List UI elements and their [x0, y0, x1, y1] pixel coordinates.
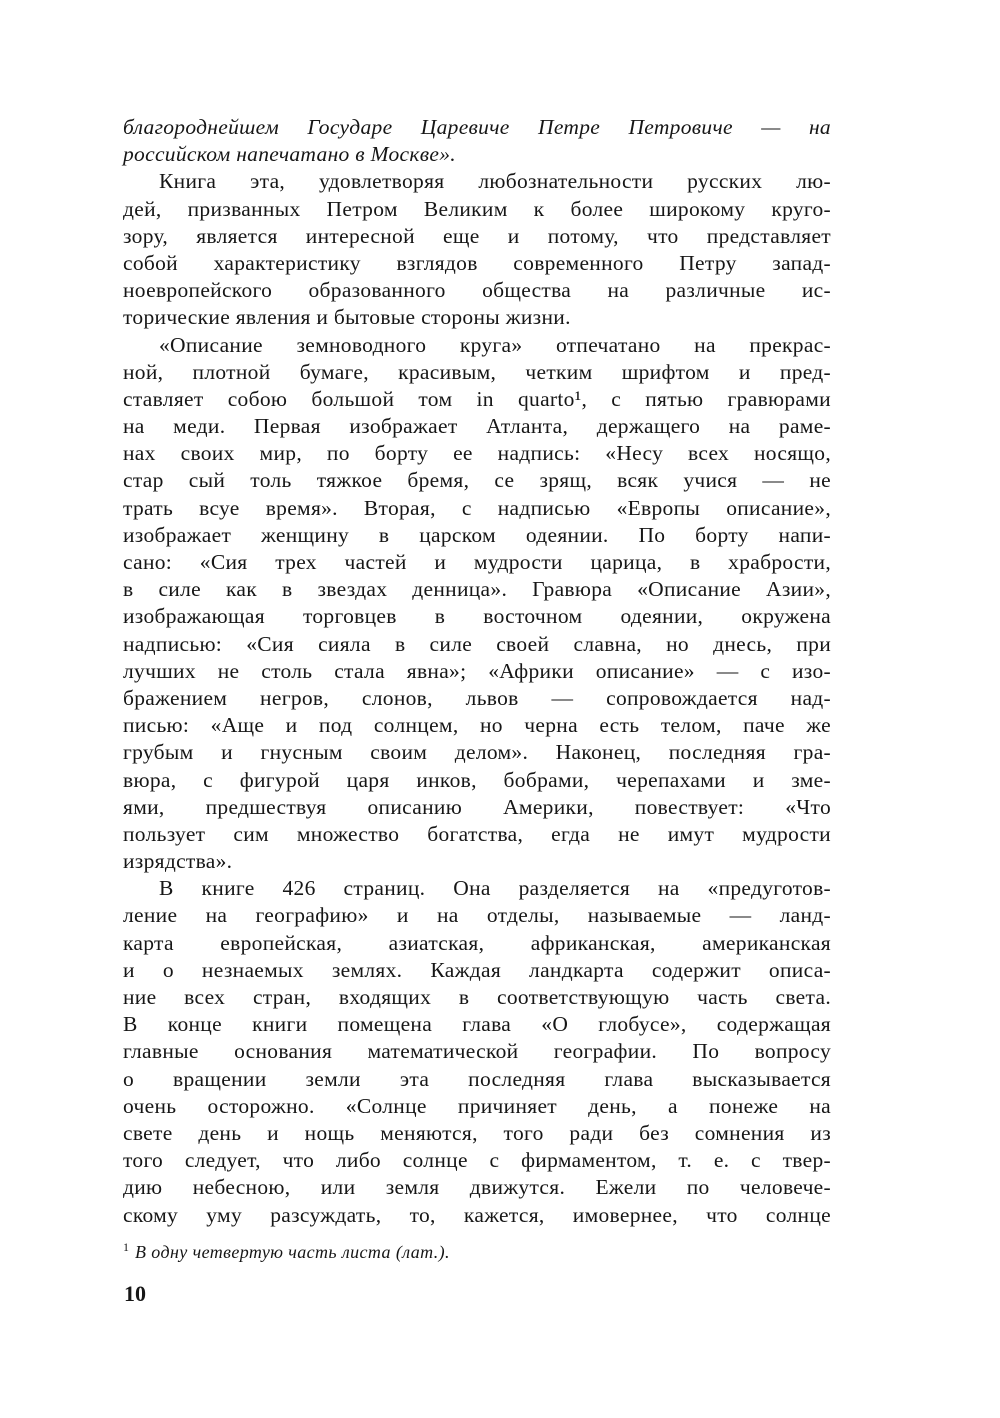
text-line: о вращении земли эта последняя глава высказывается — [123, 1066, 831, 1091]
text-line: «Описание земноводного круга» отпечатано на прекрас- — [159, 332, 831, 357]
text-line: стар сый толь тяжкое бремя, се зрящ, всяк учися — не — [123, 468, 831, 493]
text-line: нах своих мир, по борту ее надпись: «Несу всех носящо, — [123, 441, 831, 466]
text-line: изображающая торговцев в восточном одеянии, окружена — [123, 604, 831, 629]
text-line: на меди. Первая изображает Атланта, держащего на раме- — [123, 414, 831, 439]
text-line: ставляет собою большой том in quarto¹, с пятью гравюрами — [123, 386, 831, 411]
text-line: вюра, с фигурой царя инков, бобрами, черепахами и зме- — [123, 767, 831, 792]
paragraph — [123, 875, 831, 1228]
text-line: скому уму разсуждать, то, кажется, имовернее, что солнце — [123, 1202, 831, 1227]
text-line: главные основания математической географии. По вопросу — [123, 1039, 831, 1064]
text-line: изображает женщину в царском одеянии. По борту напи- — [123, 522, 831, 547]
text-line: ние всех стран, входящих в соответствующую часть света. — [123, 985, 831, 1009]
text-line: В книге 426 страниц. Она разделяется на «предуготов- — [159, 876, 831, 901]
text-line: грубым и гнусным своим делом». Наконец, последняя гра- — [123, 740, 831, 765]
text-line: дию небесною, или земля движутся. Ежели по человече- — [123, 1175, 831, 1200]
text-line: ноевропейского образованного общества на различные ис- — [123, 278, 831, 303]
text-line: пользует сим множество богатства, егда не имут мудрости — [123, 821, 831, 846]
text-line: изрядства». — [123, 849, 233, 874]
text-line: В конце книги помещена глава «О глобусе», содержащая — [123, 1012, 831, 1037]
text-line: дей, призванных Петром Великим к более широкому круго- — [123, 196, 831, 221]
text-line: карта европейская, азиатская, африканская, американская — [123, 930, 831, 955]
paragraph — [123, 332, 831, 876]
text-line: благороднейшем Государе Царевиче Петре Петровиче — на — [123, 115, 831, 139]
paragraph-continuation — [123, 114, 831, 168]
text-line: того следует, что либо солнце с фирмаментом, т. е. с твер- — [123, 1148, 831, 1173]
text-line: трать всуе время». Вторая, с надписью «Европы описание», — [123, 495, 831, 520]
text-line: и о незнаемых землях. Каждая ландкарта содержит описа- — [123, 957, 831, 982]
page-number: 10 — [124, 1281, 146, 1306]
text-line: сано: «Сия трех частей и мудрости царица, в храбрости, — [123, 550, 831, 574]
text-line: свете день и нощь меняются, того ради без сомнения из — [123, 1120, 831, 1145]
text-line: торические явления и бытовые стороны жизни. — [123, 305, 571, 330]
text-line: собой характеристику взглядов современного Петру запад- — [123, 250, 831, 275]
text-line: ление на географию» и на отделы, называемые — ланд- — [123, 903, 831, 928]
paragraph — [123, 168, 831, 331]
text-line: очень осторожно. «Солнце причиняет день, а понеже на — [123, 1093, 831, 1118]
text-line: ной, плотной бумаге, красивым, четким шрифтом и пред- — [123, 359, 831, 384]
text-line: писью: «Аще и под солнцем, но черна есть телом, паче же — [123, 713, 831, 738]
footnote-text: В одну четвертую часть листа (лат.). — [135, 1242, 450, 1262]
footnote — [123, 1235, 450, 1264]
text-line: в силе как в звездах денница». Гравюра «Описание Азии», — [123, 577, 831, 602]
page-body — [123, 114, 831, 1229]
text-line: надписью: «Сия сияла в силе своей славна, но днесь, при — [123, 631, 831, 656]
text-line: ями, предшествуя описанию Америки, повествует: «Что — [123, 794, 831, 819]
text-line: зору, является интересной еще и потому, что представляет — [123, 223, 831, 248]
footnote-mark: 1 — [123, 1240, 129, 1254]
text-line: лучших не столь стала явна»; «Африки описание» — с изо- — [123, 658, 831, 683]
text-line: российском напечатано в Москве». — [123, 142, 456, 167]
text-line: бражением негров, слонов, львов — сопровождается над- — [123, 685, 831, 710]
text-line: Книга эта, удовлетворяя любознательности русских лю- — [159, 169, 831, 194]
